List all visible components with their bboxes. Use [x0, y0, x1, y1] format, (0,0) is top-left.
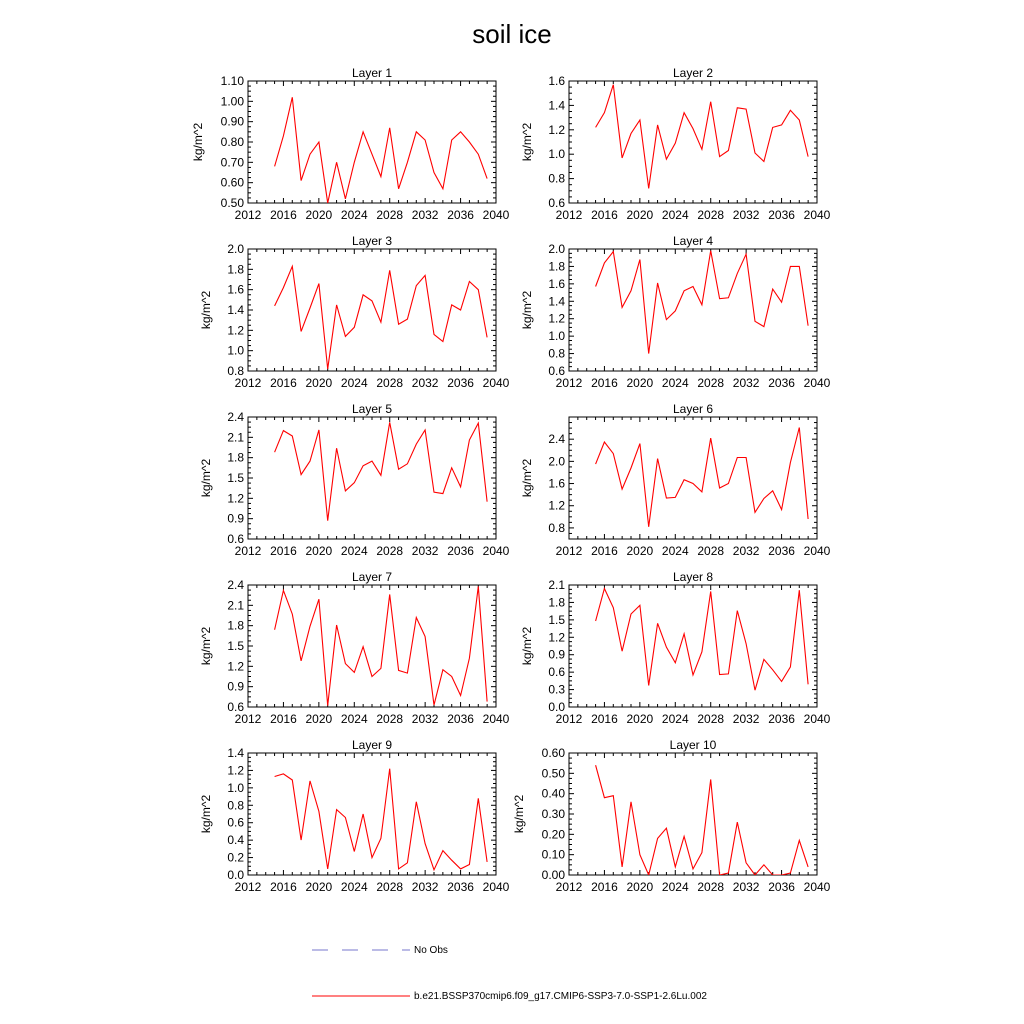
x-tick-label: 2020: [626, 544, 654, 558]
x-tick-label: 2032: [732, 376, 760, 390]
x-tick-label: 2028: [697, 712, 725, 726]
series-line: [596, 765, 809, 875]
y-tick-label: 1.0: [548, 147, 565, 162]
x-tick-label: 2016: [591, 208, 618, 222]
x-tick-label: 2040: [482, 376, 510, 390]
y-tick-label: 2.4: [227, 410, 244, 424]
y-tick-label: 1.0: [227, 343, 244, 358]
series-line: [275, 769, 488, 870]
y-tick-label: 0.3: [548, 682, 565, 697]
series-line: [275, 422, 488, 520]
y-tick-label: 0.2: [227, 850, 244, 865]
x-tick-label: 2016: [270, 712, 297, 726]
x-tick-label: 2036: [768, 880, 795, 894]
y-tick-label: 1.5: [548, 612, 565, 627]
x-tick-label: 2040: [803, 208, 831, 222]
plot-frame: [569, 81, 817, 203]
y-tick-label: 0.10: [541, 847, 565, 862]
x-tick-label: 2040: [803, 376, 831, 390]
x-tick-label: 2028: [697, 376, 725, 390]
x-tick-label: 2032: [732, 208, 760, 222]
panel-layer-1: [191, 66, 510, 222]
x-tick-label: 2040: [803, 544, 831, 558]
legend-model-label: b.e21.BSSP370cmip6.f09_g17.CMIP6-SSP3-7.0-SSP1-2.6Lu.002: [414, 991, 707, 1002]
y-tick-label: 0.6: [548, 665, 565, 680]
y-tick-label: 2.0: [548, 242, 565, 256]
panel-title: Layer 3: [351, 234, 393, 248]
x-tick-label: 2024: [340, 880, 368, 894]
x-tick-label: 2020: [305, 544, 333, 558]
x-tick-label: 2024: [340, 376, 368, 390]
x-tick-label: 2036: [768, 712, 795, 726]
panel-layer-4: [520, 234, 831, 390]
panel-layer-9: [199, 738, 510, 894]
series-line: [596, 251, 809, 354]
y-axis-label: kg/m^2: [199, 458, 213, 498]
y-tick-label: 1.10: [220, 74, 244, 88]
y-tick-label: 0.20: [541, 827, 565, 842]
panel-title: Layer 10: [669, 738, 717, 752]
y-tick-label: 0.50: [541, 766, 565, 781]
y-tick-label: 2.1: [227, 598, 244, 613]
y-tick-label: 1.4: [227, 746, 244, 760]
x-tick-label: 2028: [376, 712, 404, 726]
plot-frame: [569, 585, 817, 707]
legend: [312, 945, 707, 1002]
x-tick-label: 2040: [482, 544, 510, 558]
panel-layer-8: [520, 570, 831, 726]
x-tick-label: 2012: [234, 208, 262, 222]
x-tick-label: 2024: [340, 208, 368, 222]
y-axis-label: kg/m^2: [191, 122, 205, 162]
x-tick-label: 2028: [376, 880, 404, 894]
x-tick-label: 2032: [411, 544, 439, 558]
y-tick-label: 1.2: [227, 491, 244, 506]
panel-title: Layer 6: [672, 402, 714, 416]
y-tick-label: 1.5: [227, 639, 244, 653]
y-tick-label: 1.8: [548, 595, 565, 610]
panel-title: Layer 8: [672, 570, 714, 584]
y-tick-label: 0.6: [548, 196, 565, 210]
x-tick-label: 2036: [447, 712, 474, 726]
x-tick-label: 2012: [234, 376, 262, 390]
y-tick-label: 1.2: [227, 323, 244, 338]
y-tick-label: 0.0: [548, 700, 565, 714]
x-tick-label: 2012: [555, 880, 583, 894]
y-tick-label: 1.0: [227, 780, 244, 795]
x-tick-label: 2036: [768, 208, 795, 222]
x-tick-label: 2012: [555, 712, 583, 726]
y-tick-label: 1.8: [227, 618, 244, 633]
panel-layer-2: [520, 66, 831, 222]
y-tick-label: 2.4: [548, 432, 565, 447]
x-tick-label: 2020: [626, 712, 654, 726]
y-tick-label: 0.0: [227, 868, 244, 882]
x-tick-label: 2012: [234, 880, 262, 894]
x-tick-label: 2020: [626, 376, 654, 390]
y-tick-label: 2.4: [227, 578, 244, 592]
x-tick-label: 2024: [661, 544, 689, 558]
panel-layer-10: [512, 738, 831, 894]
y-tick-label: 0.80: [220, 135, 244, 149]
x-tick-label: 2012: [555, 544, 583, 558]
y-tick-label: 0.30: [541, 807, 565, 821]
panel-layer-5: [199, 402, 510, 558]
x-tick-label: 2040: [482, 880, 510, 894]
figure-title: soil ice: [472, 19, 552, 49]
y-tick-label: 1.6: [227, 282, 244, 297]
panel-title: Layer 2: [672, 66, 714, 80]
panel-title: Layer 5: [351, 402, 393, 416]
plot-frame: [569, 753, 817, 875]
x-tick-label: 2020: [305, 712, 333, 726]
y-tick-label: 1.2: [227, 763, 244, 778]
y-tick-label: 0.9: [227, 511, 244, 526]
x-tick-label: 2024: [661, 208, 689, 222]
y-axis-label: kg/m^2: [520, 290, 534, 330]
x-tick-label: 2032: [411, 880, 439, 894]
plot-frame: [248, 417, 496, 539]
x-tick-label: 2040: [482, 208, 510, 222]
y-tick-label: 1.6: [548, 476, 565, 491]
x-tick-label: 2016: [591, 712, 618, 726]
x-tick-label: 2036: [768, 376, 795, 390]
y-tick-label: 2.1: [227, 430, 244, 445]
x-tick-label: 2016: [591, 376, 618, 390]
y-tick-label: 1.4: [227, 303, 244, 317]
y-tick-label: 0.90: [220, 114, 244, 129]
panel-layer-3: [199, 234, 510, 390]
x-tick-label: 2016: [270, 376, 297, 390]
series-line: [275, 266, 488, 369]
y-tick-label: 1.8: [227, 450, 244, 465]
x-tick-label: 2028: [376, 544, 404, 558]
y-tick-label: 1.2: [548, 311, 565, 326]
y-tick-label: 0.6: [227, 700, 244, 714]
x-tick-label: 2020: [305, 208, 333, 222]
y-tick-label: 0.8: [548, 346, 565, 361]
series-line: [275, 586, 488, 705]
y-tick-label: 0.9: [227, 679, 244, 694]
y-tick-label: 1.2: [548, 498, 565, 513]
x-tick-label: 2024: [661, 880, 689, 894]
series-line: [275, 97, 488, 203]
x-tick-label: 2028: [376, 376, 404, 390]
x-tick-label: 2028: [697, 880, 725, 894]
x-tick-label: 2028: [697, 208, 725, 222]
panels: [191, 66, 831, 894]
x-tick-label: 2028: [376, 208, 404, 222]
y-tick-label: 0.60: [541, 746, 565, 760]
y-tick-label: 0.8: [548, 520, 565, 535]
panel-title: Layer 7: [351, 570, 393, 584]
y-tick-label: 1.8: [548, 259, 565, 274]
y-tick-label: 1.4: [548, 98, 565, 113]
x-tick-label: 2024: [661, 376, 689, 390]
x-tick-label: 2016: [591, 544, 618, 558]
x-tick-label: 2016: [591, 880, 618, 894]
y-axis-label: kg/m^2: [199, 626, 213, 666]
y-tick-label: 0.4: [227, 833, 244, 848]
y-tick-label: 0.00: [541, 868, 565, 882]
y-axis-label: kg/m^2: [520, 458, 534, 498]
y-tick-label: 1.2: [548, 630, 565, 645]
y-tick-label: 0.6: [227, 815, 244, 830]
x-tick-label: 2036: [447, 544, 474, 558]
x-tick-label: 2032: [411, 376, 439, 390]
x-tick-label: 2024: [340, 544, 368, 558]
y-tick-label: 1.0: [548, 329, 565, 344]
x-tick-label: 2028: [697, 544, 725, 558]
x-tick-label: 2036: [447, 208, 474, 222]
y-tick-label: 0.8: [548, 171, 565, 186]
x-tick-label: 2032: [411, 208, 439, 222]
y-tick-label: 1.2: [227, 659, 244, 674]
x-tick-label: 2016: [270, 880, 297, 894]
y-tick-label: 2.0: [548, 454, 565, 469]
panel-layer-7: [199, 570, 510, 726]
y-axis-label: kg/m^2: [199, 794, 213, 834]
x-tick-label: 2036: [768, 544, 795, 558]
plot-frame: [248, 249, 496, 371]
x-tick-label: 2040: [803, 880, 831, 894]
x-tick-label: 2024: [661, 712, 689, 726]
y-tick-label: 0.8: [227, 798, 244, 813]
y-tick-label: 0.40: [541, 786, 565, 801]
y-tick-label: 0.9: [548, 647, 565, 662]
y-tick-label: 1.6: [548, 276, 565, 291]
y-tick-label: 0.70: [220, 155, 244, 170]
x-tick-label: 2016: [270, 544, 297, 558]
x-tick-label: 2020: [626, 880, 654, 894]
plot-frame: [569, 417, 817, 539]
y-axis-label: kg/m^2: [512, 794, 526, 834]
y-tick-label: 0.6: [227, 532, 244, 546]
x-tick-label: 2012: [555, 376, 583, 390]
x-tick-label: 2016: [270, 208, 297, 222]
y-tick-label: 1.5: [227, 471, 244, 485]
x-tick-label: 2032: [732, 880, 760, 894]
panel-layer-6: [520, 402, 831, 558]
plot-frame: [569, 249, 817, 371]
panel-title: Layer 9: [351, 738, 393, 752]
y-tick-label: 2.0: [227, 242, 244, 256]
y-tick-label: 0.6: [548, 364, 565, 378]
legend-obs-label: No Obs: [414, 945, 448, 956]
x-tick-label: 2012: [555, 208, 583, 222]
y-tick-label: 1.6: [548, 74, 565, 88]
y-axis-label: kg/m^2: [520, 626, 534, 666]
y-tick-label: 0.60: [220, 175, 244, 190]
x-tick-label: 2032: [732, 712, 760, 726]
y-axis-label: kg/m^2: [520, 122, 534, 162]
y-tick-label: 1.8: [227, 262, 244, 277]
x-tick-label: 2032: [411, 712, 439, 726]
y-tick-label: 0.50: [220, 196, 244, 210]
x-tick-label: 2012: [234, 544, 262, 558]
series-line: [596, 85, 809, 189]
series-line: [596, 428, 809, 527]
y-axis-label: kg/m^2: [199, 290, 213, 330]
x-tick-label: 2020: [626, 208, 654, 222]
x-tick-label: 2040: [482, 712, 510, 726]
plot-frame: [248, 585, 496, 707]
y-tick-label: 1.00: [220, 94, 244, 109]
x-tick-label: 2040: [803, 712, 831, 726]
x-tick-label: 2024: [340, 712, 368, 726]
x-tick-label: 2036: [447, 376, 474, 390]
x-tick-label: 2020: [305, 376, 333, 390]
y-tick-label: 2.1: [548, 578, 565, 592]
x-tick-label: 2020: [305, 880, 333, 894]
series-line: [596, 589, 809, 691]
y-tick-label: 1.2: [548, 122, 565, 137]
panel-title: Layer 4: [672, 234, 714, 248]
plot-frame: [248, 81, 496, 203]
y-tick-label: 1.4: [548, 294, 565, 309]
x-tick-label: 2032: [732, 544, 760, 558]
x-tick-label: 2012: [234, 712, 262, 726]
x-tick-label: 2036: [447, 880, 474, 894]
panel-title: Layer 1: [351, 66, 393, 80]
y-tick-label: 0.8: [227, 364, 244, 378]
